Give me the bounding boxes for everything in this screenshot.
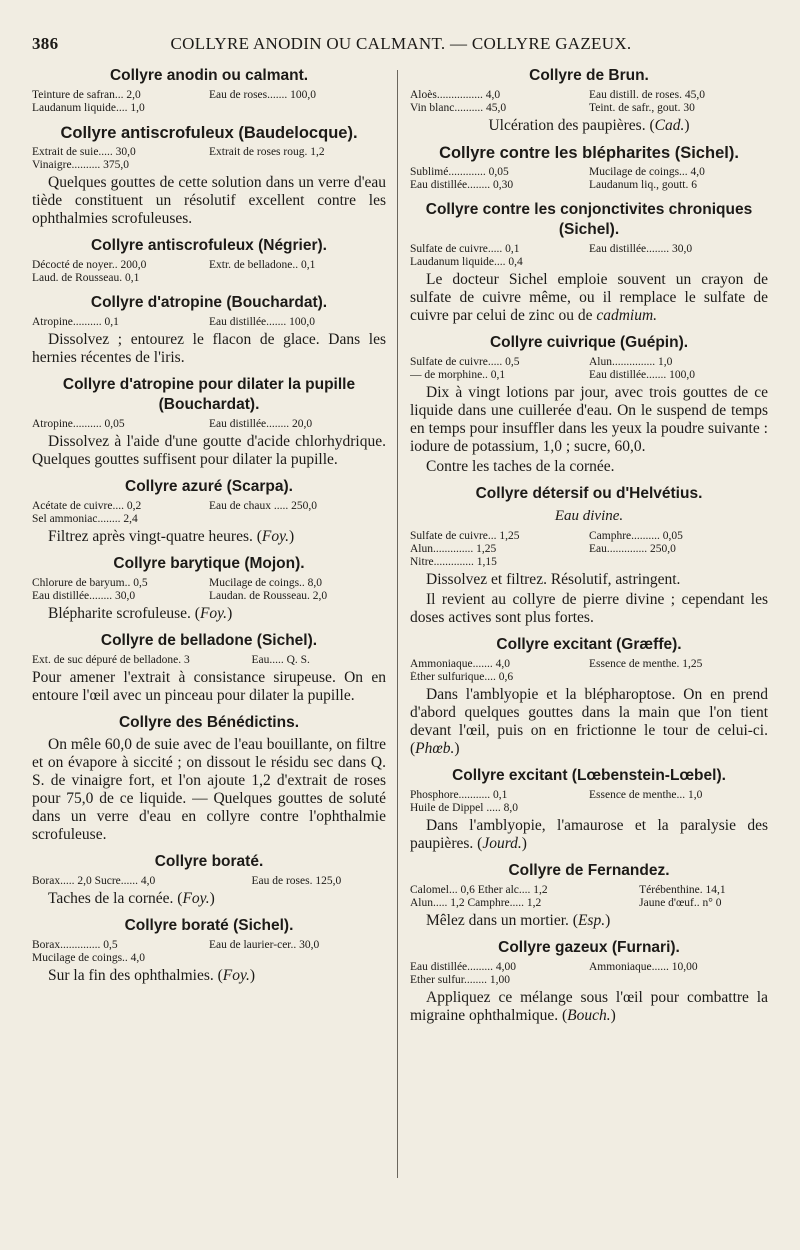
ingredient-row — [410, 102, 768, 115]
ingredient — [589, 256, 768, 269]
recipe-text: Pour amener l'extrait à consistance sirupeuse. On en entoure l'œil avec un pinceau pour dilater la pupille. — [32, 669, 386, 704]
ingredient: Teinture de safran... 2,0 — [32, 89, 141, 101]
recipe-collyre-fernandez — [410, 861, 768, 930]
ingredient: Alun.............. 1,25 — [410, 543, 497, 555]
recipe-text: Filtrez après vingt-quatre heures. (Foy.) — [48, 528, 295, 545]
recipe-collyre-azure — [32, 477, 386, 546]
recipe-title: Collyre cuivrique (Guépin). — [489, 334, 689, 351]
recipe-text: Il revient au collyre de pierre divine ; cependant les doses actives sont plus fortes. — [410, 591, 768, 626]
recipe-title: Collyre de Brun. — [529, 67, 649, 84]
ingredient: Extrait de suie..... 30,0 — [32, 146, 136, 158]
ingredient: Eau distillée........ 30,0 — [589, 243, 693, 255]
ingredient-row — [32, 654, 386, 667]
recipe-title: Collyre contre les blépharites (Sichel). — [439, 144, 739, 162]
recipe-title: Collyre barytique (Mojon). — [113, 555, 305, 572]
ingredient: Eau de chaux ..... 250,0 — [209, 500, 317, 512]
ingredient: Phosphore........... 0,1 — [410, 789, 508, 801]
source-reference: Foy. — [261, 528, 290, 545]
recipe-collyre-belladone — [32, 631, 386, 705]
ingredient: Sulfate de cuivre..... 0,1 — [410, 243, 520, 255]
ingredient — [209, 159, 386, 172]
recipe-title: Collyre boraté. — [154, 853, 264, 870]
recipe-collyre-excitant-loebel — [410, 766, 768, 853]
recipe-title: Collyre excitant (Lœbenstein-Lœbel). — [452, 767, 726, 784]
ingredient: Ammoniaque...... 10,00 — [589, 961, 698, 973]
recipe-title: Collyre gazeux (Furnari). — [498, 939, 680, 956]
ingredient-row — [32, 875, 386, 888]
recipe-collyre-conjonctivites — [410, 200, 768, 325]
ingredient-row — [410, 671, 768, 684]
ingredient-row — [410, 789, 768, 802]
recipe-collyre-borate-sichel — [32, 916, 386, 985]
ingredient: Eau.............. 250,0 — [589, 543, 676, 555]
recipe-text: Appliquez ce mélange sous l'œil pour combattre la migraine ophthalmique. (Bouch.) — [410, 989, 768, 1024]
recipe-title: Collyre antiscrofuleux (Baudelocque). — [60, 124, 358, 142]
ingredient: Sel ammoniac........ 2,4 — [32, 513, 138, 525]
page-header — [32, 34, 770, 58]
recipe-text: Ulcération des paupières. (Cad.) — [488, 117, 690, 134]
ingredient: Eau distillée....... 100,0 — [589, 369, 696, 381]
ingredient-row — [32, 316, 386, 329]
ingredient: Eau distill. de roses. 45,0 — [589, 89, 705, 101]
ingredient-row — [410, 556, 768, 569]
ingredient: Vinaigre.......... 375,0 — [32, 159, 130, 171]
ingredient — [209, 513, 386, 526]
ingredient: Mucilage de coings... 4,0 — [589, 166, 705, 178]
ingredient: Alun..... 1,2 Camphre..... 1,2 — [410, 897, 542, 909]
recipe-collyre-barytique — [32, 554, 386, 623]
ingredient — [209, 272, 386, 285]
ingredient: Eau de roses....... 100,0 — [209, 89, 316, 101]
ingredient: Vin blanc.......... 45,0 — [410, 102, 507, 114]
ingredient-row — [32, 939, 386, 952]
ingredient-row — [32, 89, 386, 102]
recipe-text: Dans l'amblyopie et la blépharoptose. On en prend d'abord quelques gouttes dans la main que l'on tient devant l'œil, puis on en frictionne le tour de celui-ci. (Phœb.) — [410, 686, 768, 757]
ingredient: Laud. de Rousseau. 0,1 — [32, 272, 140, 284]
recipe-collyre-detersif — [410, 484, 768, 627]
ingredient: Borax.............. 0,5 — [32, 939, 118, 951]
ingredient — [589, 802, 768, 815]
recipe-text: Contre les taches de la cornée. — [426, 458, 615, 475]
ingredient: Térébenthine. 14,1 — [639, 884, 726, 896]
ingredient: Essence de menthe... 1,0 — [589, 789, 703, 801]
recipe-title: Collyre détersif ou d'Helvétius. — [475, 485, 703, 502]
recipe-collyre-antiscrofuleux-negrier — [32, 236, 386, 285]
column-divider — [397, 70, 398, 1178]
ingredient: Essence de menthe. 1,25 — [589, 658, 703, 670]
recipe-title: Collyre d'atropine pour dilater la pupille (Bouchardat). — [62, 376, 356, 413]
ingredient: Eau distillée........ 30,0 — [32, 590, 136, 602]
recipe-title: Collyre de Fernandez. — [508, 862, 670, 879]
ingredient: Eau..... Q. S. — [251, 654, 310, 666]
recipe-collyre-benedictins — [32, 713, 386, 844]
ingredient-row — [410, 974, 768, 987]
ingredient: Eau distillée........ 20,0 — [209, 418, 313, 430]
ingredient: Mucilage de coings.. 4,0 — [32, 952, 146, 964]
recipe-text: Le docteur Sichel emploie souvent un crayon de sulfate de cuivre même, ou il remplace le sulfate de cuivre par celui de zinc ou de cadmium. — [410, 271, 768, 324]
recipe-text: Mêlez dans un mortier. (Esp.) — [426, 912, 611, 929]
ingredient-row — [410, 802, 768, 815]
ingredient: Nitre.............. 1,15 — [410, 556, 497, 568]
ingredient: Eau de laurier-cer.. 30,0 — [209, 939, 320, 951]
ingredient-row — [32, 577, 386, 590]
recipe-text: Dans l'amblyopie, l'amaurose et la paralysie des paupières. (Jourd.) — [410, 817, 768, 852]
ingredient-row — [410, 179, 768, 192]
left-column — [32, 66, 386, 985]
ingredient: Sulfate de cuivre... 1,25 — [410, 530, 520, 542]
recipe-text: Dissolvez et filtrez. Résolutif, astringent. — [426, 571, 681, 588]
ingredient-row — [410, 884, 768, 897]
ingredient: Atropine.......... 0,1 — [32, 316, 119, 328]
recipe-subtitle: Eau divine. — [554, 508, 624, 524]
recipe-collyre-cuivrique — [410, 333, 768, 476]
source-reference: Phœb. — [415, 740, 455, 757]
ingredient-row — [410, 356, 768, 369]
recipe-collyre-brun — [410, 66, 768, 135]
recipe-title: Collyre contre les conjonctivites chroniques (Sichel). — [425, 201, 753, 238]
recipe-text: Taches de la cornée. (Foy.) — [48, 890, 215, 907]
ingredient: Chlorure de baryum.. 0,5 — [32, 577, 148, 589]
recipe-collyre-blepharites — [410, 143, 768, 192]
source-reference: Cad. — [654, 117, 685, 134]
ingredient: Aloès................ 4,0 — [410, 89, 501, 101]
source-reference: Jourd. — [482, 835, 522, 852]
recipe-collyre-anodin — [32, 66, 386, 115]
recipe-collyre-excitant-graefe — [410, 635, 768, 758]
ingredient-row — [32, 159, 386, 172]
ingredient: Alun............... 1,0 — [589, 356, 673, 368]
ingredient: Ether sulfur........ 1,00 — [410, 974, 510, 986]
running-title: COLLYRE ANODIN OU CALMANT. — COLLYRE GAZEUX. — [170, 34, 632, 53]
ingredient-row — [32, 272, 386, 285]
ingredient-row — [32, 590, 386, 603]
ingredient: Atropine.......... 0,05 — [32, 418, 125, 430]
recipe-title: Collyre anodin ou calmant. — [109, 67, 309, 84]
recipe-text: Blépharite scrofuleuse. (Foy.) — [48, 605, 233, 622]
ingredient-row — [410, 256, 768, 269]
source-reference: Bouch. — [567, 1007, 611, 1024]
ingredient: Huile de Dippel ..... 8,0 — [410, 802, 518, 814]
recipe-collyre-antiscrofuleux-baudelocque — [32, 123, 386, 228]
emphasis: cadmium. — [596, 307, 658, 324]
ingredient-row — [410, 897, 768, 910]
ingredient — [589, 556, 768, 569]
ingredient-row — [32, 418, 386, 431]
ingredient: Borax..... 2,0 Sucre...... 4,0 — [32, 875, 156, 887]
ingredient — [209, 102, 386, 115]
ingredient: Laudanum liquide.... 0,4 — [410, 256, 523, 268]
ingredient-row — [410, 243, 768, 256]
ingredient-row — [410, 89, 768, 102]
recipe-text: Dissolvez ; entourez le flacon de glace. Dans les hernies récentes de l'iris. — [32, 331, 386, 366]
ingredient-row — [410, 166, 768, 179]
ingredient-row — [32, 146, 386, 159]
ingredient: Décocté de noyer.. 200,0 — [32, 259, 147, 271]
ingredient: Extrait de roses roug. 1,2 — [209, 146, 325, 158]
recipe-title: Collyre des Bénédictins. — [118, 714, 300, 731]
ingredient-row — [32, 259, 386, 272]
source-reference: Esp. — [577, 912, 606, 929]
source-reference: Foy. — [182, 890, 210, 907]
recipe-text: On mêle 60,0 de suie avec de l'eau bouillante, on filtre et on évapore à siccité ; on dissout le résidu sec dans Q. S. de vinaigre fort, et l'on ajoute 1,2 d'extrait de roses pour 75,0 de ce liquide. — Quelques gouttes de soluté dans un verre d'eau en collyre contre l'ophthalmie scrofuleuse. — [32, 736, 386, 843]
ingredient-row — [410, 530, 768, 543]
ingredient: Extr. de belladone.. 0,1 — [209, 259, 316, 271]
right-column — [410, 66, 768, 1025]
recipe-text: Dissolvez à l'aide d'une goutte d'acide chlorhydrique. Quelques gouttes suffisent pour dilater la pupille. — [32, 433, 386, 468]
ingredient: Sulfate de cuivre..... 0,5 — [410, 356, 520, 368]
ingredient-row — [32, 513, 386, 526]
ingredient: Mucilage de coings.. 8,0 — [209, 577, 323, 589]
recipe-title: Collyre antiscrofuleux (Négrier). — [90, 237, 327, 254]
recipe-collyre-atropine-pupille — [32, 375, 386, 469]
recipe-title: Collyre de belladone (Sichel). — [100, 632, 318, 649]
ingredient: Eau distillée......... 4,00 — [410, 961, 517, 973]
recipe-collyre-gazeux — [410, 938, 768, 1025]
recipe-title: Collyre excitant (Græffe). — [496, 636, 682, 653]
ingredient: Ext. de suc dépuré de belladone. 3 — [32, 654, 190, 666]
ingredient-row — [32, 500, 386, 513]
recipe-text: Quelques gouttes de cette solution dans un verre d'eau tiède constituent un résolutif excellent contre les ophthalmies scrofuleuses. — [32, 174, 386, 227]
source-reference: Foy. — [222, 967, 250, 984]
recipe-title: Collyre d'atropine (Bouchardat). — [90, 294, 328, 311]
source-reference: Foy. — [199, 605, 228, 622]
ingredient: Jaune d'œuf.. n° 0 — [639, 897, 722, 909]
ingredient-row — [410, 543, 768, 556]
page-number: 386 — [32, 34, 59, 53]
ingredient: Laudanum liquide.... 1,0 — [32, 102, 145, 114]
ingredient: — de morphine.. 0,1 — [410, 369, 506, 381]
ingredient: Acétate de cuivre.... 0,2 — [32, 500, 142, 512]
ingredient: Sublimé............. 0,05 — [410, 166, 509, 178]
ingredient: Eau distillée........ 0,30 — [410, 179, 514, 191]
ingredient — [589, 974, 768, 987]
recipe-text: Dix à vingt lotions par jour, avec trois gouttes de ce liquide dans une cuillerée d'eau. On le suspend de temps en temps pour insuffler dans les yeux la poudre suivante : iodure de potassium, 1,0 ; sucre, 60,0. — [410, 384, 768, 455]
ingredient: Éther sulfurique.... 0,6 — [410, 671, 514, 683]
ingredient: Ammoniaque....... 4,0 — [410, 658, 510, 670]
ingredient-row — [410, 658, 768, 671]
ingredient: Laudan. de Rousseau. 2,0 — [209, 590, 328, 602]
recipe-collyre-borate — [32, 852, 386, 908]
ingredient — [589, 671, 768, 684]
ingredient: Calomel... 0,6 Ether alc.... 1,2 — [410, 884, 548, 896]
recipe-text: Sur la fin des ophthalmies. (Foy.) — [48, 967, 256, 984]
ingredient-row — [410, 369, 768, 382]
ingredient: Camphre.......... 0,05 — [589, 530, 683, 542]
ingredient: Laudanum liq., goutt. 6 — [589, 179, 697, 191]
ingredient-row — [32, 102, 386, 115]
ingredient: Teint. de safr., gout. 30 — [589, 102, 695, 114]
recipe-collyre-atropine-bouchardat — [32, 293, 386, 367]
ingredient: Eau de roses. 125,0 — [251, 875, 342, 887]
ingredient: Eau distillée....... 100,0 — [209, 316, 316, 328]
recipe-title: Collyre boraté (Sichel). — [124, 917, 294, 934]
ingredient-row — [32, 952, 386, 965]
recipe-title: Collyre azuré (Scarpa). — [125, 478, 293, 495]
ingredient-row — [410, 961, 768, 974]
ingredient — [209, 952, 386, 965]
